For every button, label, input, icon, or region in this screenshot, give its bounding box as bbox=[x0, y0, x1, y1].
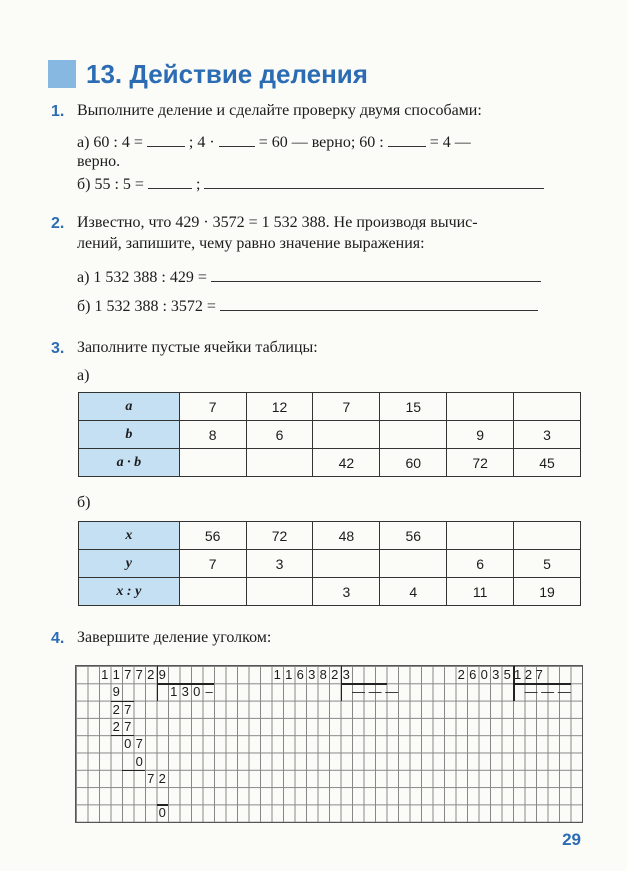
dividend-digit: 2 bbox=[147, 667, 155, 682]
table-cell: 3 bbox=[313, 578, 380, 606]
table-cell: 56 bbox=[380, 522, 447, 550]
table-cell: 56 bbox=[179, 522, 246, 550]
table-cell: 7 bbox=[179, 393, 246, 421]
division-grid bbox=[75, 665, 583, 823]
answer-blank[interactable] bbox=[148, 174, 192, 189]
table-cell: 7 bbox=[313, 393, 380, 421]
dividend-digit: 5 bbox=[503, 667, 511, 682]
row-header: y bbox=[79, 550, 180, 578]
remainder-digit: 7 bbox=[124, 701, 132, 717]
empty-cell[interactable] bbox=[447, 393, 514, 421]
ex2-text1: Известно, что 429 · 3572 = 1 532 388. Не производя вычис- bbox=[77, 214, 478, 231]
empty-cell[interactable] bbox=[380, 421, 447, 449]
page-title: 13. Действие деления bbox=[86, 58, 368, 89]
subtrahend-digit: 2 bbox=[112, 718, 120, 734]
ex1-text: Выполните деление и сделайте проверку двумя способами: bbox=[77, 102, 482, 119]
empty-cell[interactable] bbox=[313, 550, 380, 578]
row-header: a · b bbox=[79, 449, 180, 477]
subtrahend-digit: 7 bbox=[124, 718, 132, 734]
ex1-b2: ; bbox=[195, 176, 201, 193]
ex1-b1: б) 55 : 5 = bbox=[77, 176, 144, 193]
dividend-digit: 6 bbox=[469, 667, 477, 682]
subtrahend-digit: 9 bbox=[112, 684, 120, 700]
table-row bbox=[79, 421, 581, 449]
ex3-b-label: б) bbox=[77, 494, 91, 511]
answer-blank[interactable] bbox=[220, 296, 538, 311]
dividend-digit: 2 bbox=[457, 667, 465, 682]
table-cell: 72 bbox=[246, 522, 313, 550]
row-header: b bbox=[79, 421, 180, 449]
ex1-a5: верно. bbox=[77, 153, 121, 170]
dividend-digit: 3 bbox=[308, 667, 316, 682]
dividend-digit: 1 bbox=[285, 667, 293, 682]
dividend-digit: 0 bbox=[480, 667, 488, 682]
divisor-digit: 3 bbox=[342, 667, 350, 682]
table-cell: 4 bbox=[380, 578, 447, 606]
quotient-digit: 0 bbox=[193, 684, 201, 700]
answer-blank[interactable] bbox=[388, 132, 426, 147]
ex1-a1: а) 60 : 4 = bbox=[77, 134, 143, 151]
table-cell: 19 bbox=[514, 578, 581, 606]
ex1-a2: ; 4 · bbox=[188, 134, 215, 151]
quotient-digit: 3 bbox=[181, 684, 189, 700]
empty-cell[interactable] bbox=[313, 421, 380, 449]
dividend-digit: 6 bbox=[296, 667, 304, 682]
ex1-line-a bbox=[77, 132, 471, 152]
row-header: a bbox=[79, 393, 180, 421]
table-row bbox=[79, 578, 581, 606]
empty-cell[interactable] bbox=[380, 550, 447, 578]
empty-cell[interactable] bbox=[514, 522, 581, 550]
table-cell: 42 bbox=[313, 449, 380, 477]
table-cell: 6 bbox=[246, 421, 313, 449]
row-header: x : y bbox=[79, 578, 180, 606]
ex1-number: 1. bbox=[51, 103, 65, 120]
dividend-digit: 1 bbox=[112, 667, 120, 682]
remainder-digit: 2 bbox=[158, 770, 166, 786]
quotient-blank: — — — bbox=[352, 684, 399, 700]
table-cell: 72 bbox=[447, 449, 514, 477]
empty-cell[interactable] bbox=[179, 578, 246, 606]
answer-blank[interactable] bbox=[219, 132, 255, 147]
ex4-text: Завершите деление уголком: bbox=[77, 629, 272, 646]
divisor-digit: 1 2 7 bbox=[514, 667, 543, 682]
dividend-digit: 1 bbox=[273, 667, 281, 682]
quotient-blank: — — — bbox=[524, 684, 571, 700]
ex1-line-b bbox=[77, 174, 544, 194]
dividend-digit: 7 bbox=[124, 667, 132, 682]
division-bar bbox=[122, 770, 145, 771]
dividend-digit: 8 bbox=[319, 667, 327, 682]
answer-blank[interactable] bbox=[204, 174, 544, 189]
section-heading bbox=[48, 56, 368, 92]
ex1-a3: = 60 — верно; 60 : bbox=[258, 134, 384, 151]
table-cell: 8 bbox=[179, 421, 246, 449]
table-cell: 3 bbox=[246, 550, 313, 578]
ex3-a-label: а) bbox=[77, 367, 90, 384]
ex3-text: Заполните пустые ячейки таблицы: bbox=[77, 339, 318, 356]
empty-cell[interactable] bbox=[514, 393, 581, 421]
table-cell: 60 bbox=[380, 449, 447, 477]
table-row bbox=[79, 550, 581, 578]
empty-cell[interactable] bbox=[246, 578, 313, 606]
table-cell: 15 bbox=[380, 393, 447, 421]
ex2-text2: лений, запишите, чему равно значение выражения: bbox=[77, 235, 425, 252]
remainder-digit: 0 bbox=[124, 736, 132, 752]
remainder-digit: 7 bbox=[135, 736, 143, 752]
ex1-a4: = 4 — bbox=[429, 134, 471, 151]
quotient-digit: 1 bbox=[170, 684, 178, 700]
ex2-number: 2. bbox=[51, 215, 65, 232]
remainder-digit: 0 bbox=[158, 805, 166, 821]
table-cell: 11 bbox=[447, 578, 514, 606]
table-cell: 3 bbox=[514, 421, 581, 449]
empty-cell[interactable] bbox=[246, 449, 313, 477]
remainder-digit: 7 bbox=[147, 770, 155, 786]
remainder-digit: 2 bbox=[112, 701, 120, 717]
ex2-line-b bbox=[77, 296, 538, 316]
table-cell: 7 bbox=[179, 550, 246, 578]
minus-sign: – bbox=[205, 684, 213, 700]
dividend-digit: 1 bbox=[101, 667, 109, 682]
table-cell: 6 bbox=[447, 550, 514, 578]
ex3-number: 3. bbox=[51, 340, 65, 357]
divisor-digit: 9 bbox=[158, 667, 166, 682]
empty-cell[interactable] bbox=[447, 522, 514, 550]
ex2-b: б) 1 532 388 : 3572 = bbox=[77, 298, 216, 315]
empty-cell[interactable] bbox=[179, 449, 246, 477]
table-b bbox=[78, 521, 581, 606]
dividend-digit: 7 bbox=[135, 667, 143, 682]
dividend-digit: 3 bbox=[492, 667, 500, 682]
table-cell: 12 bbox=[246, 393, 313, 421]
table-cell: 9 bbox=[447, 421, 514, 449]
ex2-a: а) 1 532 388 : 429 = bbox=[77, 269, 207, 286]
subtrahend-digit: 0 bbox=[135, 753, 143, 769]
table-row bbox=[79, 393, 581, 421]
heading-square-icon bbox=[48, 60, 76, 88]
answer-blank[interactable] bbox=[147, 132, 185, 147]
table-cell: 45 bbox=[514, 449, 581, 477]
table-row bbox=[79, 449, 581, 477]
table-cell: 48 bbox=[313, 522, 380, 550]
table-cell: 5 bbox=[514, 550, 581, 578]
ex4-number: 4. bbox=[51, 630, 65, 647]
division-bar bbox=[157, 804, 169, 805]
table-row bbox=[79, 522, 581, 550]
ex2-line-a bbox=[77, 267, 541, 287]
answer-blank[interactable] bbox=[211, 267, 541, 282]
dividend-digit: 2 bbox=[331, 667, 339, 682]
page-number: 29 bbox=[562, 830, 581, 849]
row-header: x bbox=[79, 522, 180, 550]
table-a bbox=[78, 392, 581, 477]
